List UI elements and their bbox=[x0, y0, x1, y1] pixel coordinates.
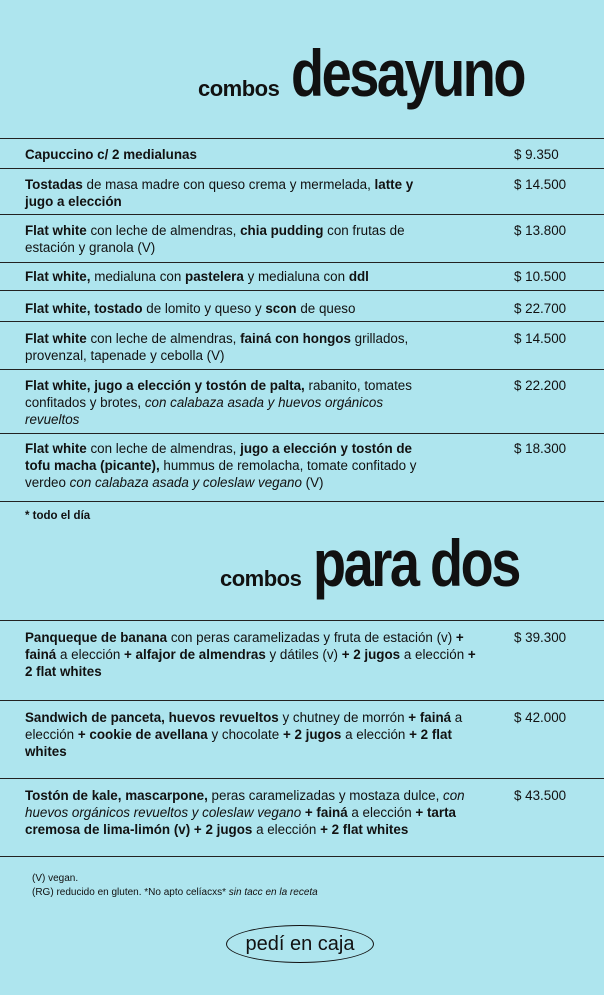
item-text-bold: fainá con hongos bbox=[240, 331, 351, 346]
item-text: y medialuna con bbox=[243, 269, 349, 284]
divider-line bbox=[0, 778, 604, 779]
divider-line bbox=[0, 138, 604, 139]
divider-line bbox=[0, 290, 604, 291]
item-text-bold: + alfajor de almendras bbox=[124, 647, 266, 662]
menu-item-price: $ 22.700 bbox=[514, 301, 567, 316]
item-text-bold: chia pudding bbox=[240, 223, 324, 238]
footer-gluten-note bbox=[32, 886, 318, 900]
menu-item-description bbox=[25, 176, 435, 210]
footer-gluten-text: (RG) reducido en gluten. *No apto celíacxs* bbox=[32, 887, 226, 898]
divider-line bbox=[0, 168, 604, 169]
menu-item-price: $ 13.800 bbox=[514, 223, 567, 238]
item-text: y chocolate bbox=[207, 727, 283, 742]
item-text-bold: + fainá bbox=[408, 710, 452, 725]
divider-line bbox=[0, 856, 604, 857]
divider-line bbox=[0, 700, 604, 701]
item-text: de masa madre con queso crema y mermelada, bbox=[82, 177, 375, 192]
menu-item-description bbox=[25, 268, 435, 285]
item-text: grillados, provenzal, tapenade y cebolla (V) bbox=[25, 331, 409, 363]
item-text-bold: + tarta cremosa de lima-limón (v) + 2 jugos bbox=[25, 805, 456, 837]
footer-notes bbox=[32, 872, 318, 900]
menu-item-description bbox=[25, 629, 485, 680]
item-text: rabanito, tomates confitados y brotes, bbox=[25, 378, 412, 410]
menu-item-price: $ 10.500 bbox=[514, 269, 567, 284]
item-text-bold: latte y jugo a elección bbox=[25, 177, 414, 209]
item-text-bold: Flat white, tostado bbox=[25, 301, 143, 316]
item-text: con leche de almendras, bbox=[86, 223, 241, 238]
section-title-small: combos bbox=[198, 76, 280, 101]
item-text-bold: Sandwich de panceta, huevos revueltos bbox=[25, 710, 279, 725]
divider-line bbox=[0, 214, 604, 215]
item-text-italic: con calabaza asada y huevos orgánicos revueltos bbox=[25, 395, 384, 427]
item-text-bold: Flat white, jugo a elección y tostón de palta, bbox=[25, 378, 305, 393]
item-text: peras caramelizadas y mostaza dulce, bbox=[207, 788, 444, 803]
item-text-bold: + fainá bbox=[301, 805, 348, 820]
item-text: medialuna con bbox=[90, 269, 186, 284]
item-text-bold: Tostón de kale, mascarpone, bbox=[25, 788, 208, 803]
item-text-bold: jugo a elección y tostón de tofu macha (picante), bbox=[25, 441, 412, 473]
menu-item-price: $ 42.000 bbox=[514, 710, 567, 725]
menu-item-description bbox=[25, 377, 435, 428]
item-text: con leche de almendras, bbox=[86, 441, 241, 456]
menu-item-description bbox=[25, 787, 485, 838]
divider-line bbox=[0, 620, 604, 621]
menu-item-description bbox=[25, 222, 435, 256]
menu-item-price: $ 18.300 bbox=[514, 441, 567, 456]
section-title-big: desayuno bbox=[291, 36, 525, 110]
item-text-bold: Flat white bbox=[25, 331, 87, 346]
item-text-bold: + 2 jugos bbox=[341, 647, 401, 662]
item-text: (V) bbox=[301, 475, 324, 490]
divider-line bbox=[0, 321, 604, 322]
footer-gluten-italic: sin tacc en la receta bbox=[226, 887, 318, 898]
section-title-desayuno bbox=[198, 36, 575, 110]
item-text-bold: Capuccino c/ 2 medialunas bbox=[25, 147, 197, 162]
menu-item-price: $ 9.350 bbox=[514, 147, 559, 162]
note-todo-el-dia: * todo el día bbox=[25, 510, 91, 522]
item-text-bold: pastelera bbox=[185, 269, 244, 284]
menu-item-description bbox=[25, 300, 435, 317]
menu-item-price: $ 43.500 bbox=[514, 788, 567, 803]
item-text: a elección bbox=[25, 710, 463, 742]
item-text-bold: + 2 flat whites bbox=[320, 822, 409, 837]
divider-line bbox=[0, 433, 604, 434]
item-text: a elección bbox=[400, 647, 468, 662]
item-text: a elección bbox=[347, 805, 416, 820]
menu-item-price: $ 22.200 bbox=[514, 378, 567, 393]
item-text: de queso bbox=[296, 301, 356, 316]
item-text: a elección bbox=[56, 647, 125, 662]
item-text-bold: ddl bbox=[348, 269, 369, 284]
menu-item-price: $ 14.500 bbox=[514, 331, 567, 346]
item-text-bold: + 2 flat whites bbox=[25, 727, 452, 759]
item-text: hummus de remolacha, tomate confitado y verdeo bbox=[25, 458, 417, 490]
item-text-bold: Flat white, bbox=[25, 269, 91, 284]
item-text: a elección bbox=[341, 727, 410, 742]
item-text-italic: con huevos orgánicos revueltos y coleslaw vegano bbox=[25, 788, 465, 820]
item-text-bold: Panqueque de banana bbox=[25, 630, 168, 645]
item-text-bold: Flat white bbox=[25, 441, 87, 456]
item-text-italic: con calabaza asada y coleslaw vegano bbox=[69, 475, 302, 490]
item-text: con peras caramelizadas y fruta de estación (v) bbox=[167, 630, 456, 645]
item-text-bold: scon bbox=[265, 301, 297, 316]
menu-item-price: $ 14.500 bbox=[514, 177, 567, 192]
divider-line bbox=[0, 369, 604, 370]
divider-line bbox=[0, 262, 604, 263]
item-text-bold: + fainá bbox=[25, 630, 464, 662]
section-title-para-dos bbox=[220, 526, 564, 600]
menu-item-description bbox=[25, 330, 435, 364]
item-text: de lomito y queso y bbox=[142, 301, 266, 316]
menu-item-description bbox=[25, 440, 435, 491]
item-text-bold: + 2 flat whites bbox=[25, 647, 476, 679]
item-text-bold: Tostadas bbox=[25, 177, 83, 192]
item-text: con frutas de estación y granola (V) bbox=[25, 223, 405, 255]
menu-item-price: $ 39.300 bbox=[514, 630, 567, 645]
pedi-en-caja-badge: pedí en caja bbox=[226, 925, 374, 963]
item-text: y dátiles (v) bbox=[265, 647, 342, 662]
item-text-bold: Flat white bbox=[25, 223, 87, 238]
item-text: a elección bbox=[252, 822, 321, 837]
menu-item-description bbox=[25, 146, 435, 163]
menu-item-description bbox=[25, 709, 485, 760]
footer-vegan-note: (V) vegan. bbox=[32, 873, 79, 884]
divider-line bbox=[0, 501, 604, 502]
section-title-big: para dos bbox=[313, 526, 520, 600]
section-title-small: combos bbox=[220, 566, 302, 591]
item-text-bold: + 2 jugos bbox=[282, 727, 342, 742]
item-text-bold: + cookie de avellana bbox=[77, 727, 208, 742]
item-text: con leche de almendras, bbox=[86, 331, 241, 346]
item-text: y chutney de morrón bbox=[278, 710, 409, 725]
